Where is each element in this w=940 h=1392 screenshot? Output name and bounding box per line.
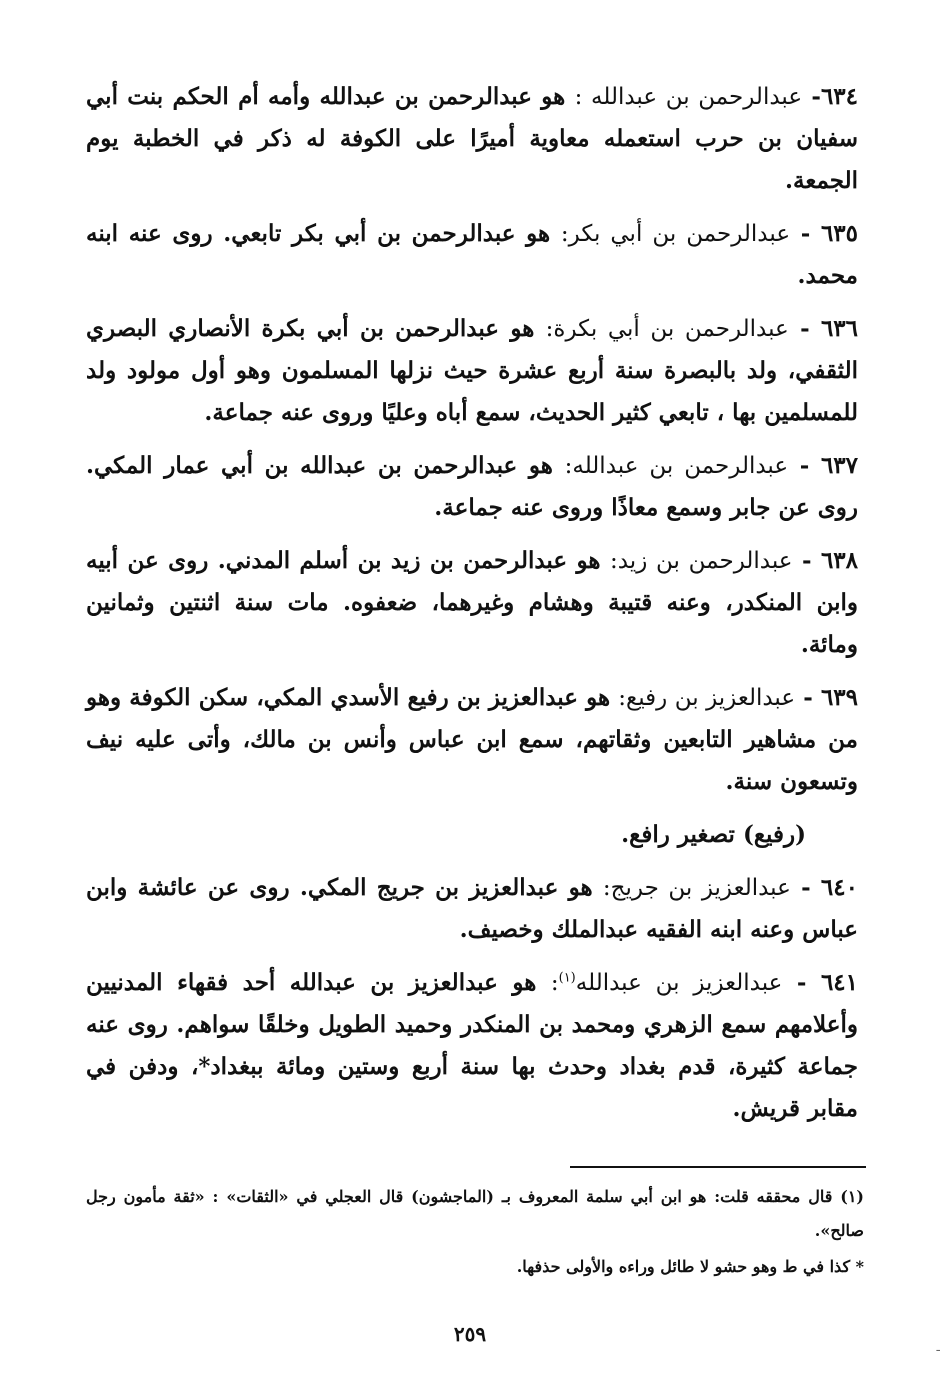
entry-name-text: عبدالعزيز بن عبدالله — [575, 970, 783, 996]
entry-636 — [86, 308, 858, 434]
entries-list — [86, 76, 858, 1141]
entry-number: ٦٣٩ - — [803, 684, 858, 711]
page-number: ٢٥٩ — [453, 1322, 487, 1346]
entry-body: هو عبدالرحمن بن أبي بكر تابعي. روى عنه ابنه محمد. — [86, 220, 858, 289]
footnote-star: * كذا في ط وهو حشو لا طائل وراءه والأولى حذفها. — [516, 1257, 864, 1276]
entry-638 — [86, 540, 858, 666]
entry-640 — [86, 867, 858, 951]
entry-number: ٦٣٥ - — [800, 220, 858, 247]
entry-name: عبدالرحمن بن عبدالله : — [574, 84, 803, 110]
footnote-separator — [570, 1166, 866, 1168]
entry-639 — [86, 677, 858, 803]
footnotes — [86, 1180, 864, 1286]
entry-634 — [86, 76, 858, 202]
entry-name-colon: : — [550, 970, 559, 996]
entry-number: ٦٣٤- — [811, 83, 859, 110]
entry-body: هو عبدالرحمن بن أبي بكرة الأنصاري البصري الثقفي، ولد بالبصرة سنة أربع عشرة حيث نزلها المسلمون وهو أول مولود ولد للمسلمين بها ، تابعي كثير الحديث، سمع أباه وعليًا وروى عنه جماعة. — [86, 315, 858, 426]
entry-body: هو عبدالعزيز بن جريج المكي. روى عن عائشة وابن عباس وعنه ابنه الفقيه عبدالملك وخصيف. — [86, 874, 858, 943]
entry-name: عبدالرحمن بن عبدالله: — [564, 453, 789, 479]
entry-number: ٦٤١ - — [796, 969, 859, 996]
entry-name: عبدالرحمن بن زيد: — [609, 548, 793, 574]
entry-name — [551, 970, 783, 996]
entry-number: ٦٤٠ - — [801, 874, 858, 901]
entry-641 — [86, 962, 858, 1130]
entry-637 — [86, 445, 858, 529]
entry-body: هو عبدالرحمن بن عبدالله وأمه أم الحكم بنت أبي سفيان بن حرب استعمله معاوية أميرًا على الكوفة له ذكر في الخطبة يوم الجمعة. — [86, 83, 858, 194]
entry-number: ٦٣٨ - — [801, 547, 858, 574]
footnote-1: (١) قال محققه قلت: هو ابن أبي سلمة المعروف بـ (الماجشون) قال العجلي في «الثقات» : «ثقة مأمون رجل صالح». — [86, 1187, 864, 1240]
entry-number: ٦٣٧ - — [799, 452, 859, 479]
entry-body: هو عبدالعزيز بن عبدالله أحد فقهاء المدنيين وأعلامهم سمع الزهري ومحمد بن المنكدر وحميد الطويل وخلقًا سواهم. روى عنه جماعة كثيرة، قدم بغداد وحدث بها سنة أربع وستين ومائة ببغداد*، ودفن في مقابر قريش. — [86, 969, 858, 1122]
footnote-ref-link[interactable]: (١) — [558, 970, 576, 986]
entry-635 — [86, 213, 858, 297]
entry-name: عبدالعزيز بن رفيع: — [618, 685, 796, 711]
entry-name: عبدالعزيز بن جريج: — [602, 875, 791, 901]
entry-name: عبدالرحمن بن أبي بكر: — [560, 221, 791, 247]
entry-number: ٦٣٦ - — [800, 315, 858, 342]
entry-body: هو عبدالعزيز بن رفيع الأسدي المكي، سكن الكوفة وهو من مشاهير التابعين وثقاتهم، سمع ابن عباس وأنس بن مالك، وأتى عليه نيف وتسعون سنة. — [86, 684, 858, 795]
rafi-note: (رفيع) تصغير رافع. — [621, 821, 806, 848]
entry-name: عبدالرحمن بن أبي بكرة: — [545, 316, 789, 342]
entry-body: هو عبدالرحمن بن عبدالله بن أبي عمار المكي. روى عن جابر وسمع معاذًا وروى عنه جماعة. — [86, 452, 858, 521]
margin-mark: ـ — [936, 1340, 940, 1354]
entry-body: هو عبدالرحمن بن زيد بن أسلم المدني. روى عن أبيه وابن المنكدر، وعنه قتيبة وهشام وغيرهما، ضعفوه. مات سنة اثنتين وثمانين ومائة. — [86, 547, 858, 658]
